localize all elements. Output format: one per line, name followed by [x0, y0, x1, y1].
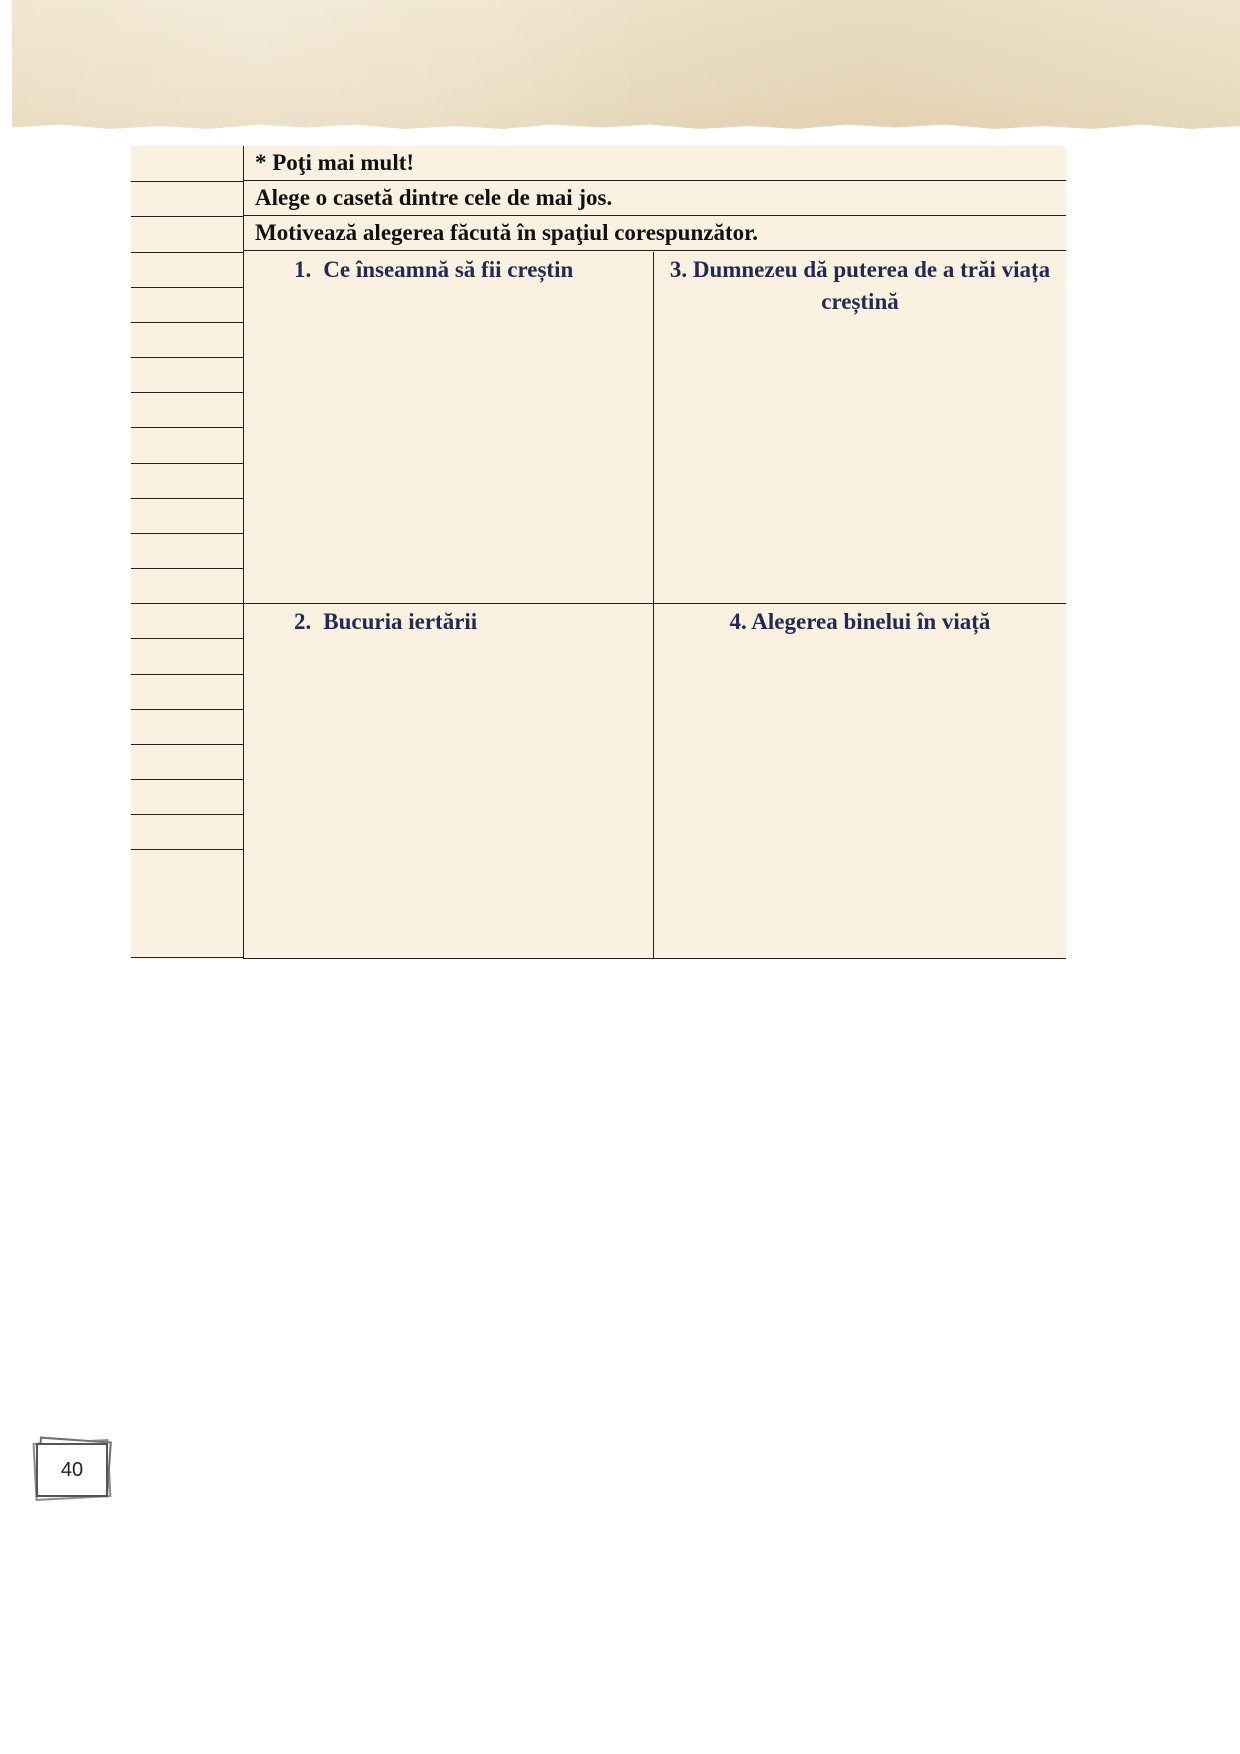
- choice-box-1-number: 1.: [294, 257, 312, 282]
- margin-line: [131, 674, 243, 675]
- margin-line: [131, 427, 243, 428]
- instruction-choose-text: Alege o casetă dintre cele de mai jos.: [255, 185, 613, 210]
- margin-line: [131, 568, 243, 569]
- margin-line: [131, 709, 243, 710]
- instruction-motivate-text: Motivează alegerea făcută în spaţiul corespunzător.: [255, 220, 758, 245]
- page-number: 40: [36, 1443, 108, 1497]
- choice-box-2-label: Bucuria iertării: [323, 609, 478, 634]
- margin-line: [131, 287, 243, 288]
- margin-line: [131, 638, 243, 639]
- worksheet: [131, 146, 1066, 959]
- choice-box-1-heading: [244, 254, 653, 286]
- margin-line: [131, 498, 243, 499]
- choice-box-2-heading: [244, 606, 653, 638]
- margin-line: [131, 216, 243, 217]
- choice-box-4[interactable]: [654, 604, 1066, 959]
- margin-line: [131, 322, 243, 323]
- margin-line: [131, 463, 243, 464]
- margin-line: [131, 814, 243, 815]
- margin-line: [131, 744, 243, 745]
- paper-banner: [12, 0, 1240, 150]
- margin-line: [131, 357, 243, 358]
- choice-box-3[interactable]: [654, 252, 1066, 604]
- choice-box-2[interactable]: [244, 604, 654, 959]
- margin-line: [131, 849, 243, 850]
- instruction-choose: [244, 181, 1066, 216]
- choice-box-4-label: 4. Alegerea binelui în viață: [729, 609, 991, 634]
- margin-line: [131, 181, 243, 182]
- choice-box-1-label: Ce înseamnă să fii creștin: [323, 257, 574, 282]
- instruction-motivate: [244, 216, 1066, 251]
- margin-line: [131, 957, 243, 958]
- choice-box-1[interactable]: [244, 252, 654, 604]
- margin-column: [131, 146, 244, 959]
- choice-box-2-number: 2.: [294, 609, 312, 634]
- instruction-title-text: * Poţi mai mult!: [255, 150, 415, 175]
- margin-line: [131, 779, 243, 780]
- choice-box-3-label: 3. Dumnezeu dă puterea de a trăi viața creștină: [669, 257, 1051, 315]
- margin-line: [131, 392, 243, 393]
- page-number-badge: [34, 1437, 112, 1499]
- margin-line: [131, 603, 243, 604]
- choice-grid: [244, 252, 1066, 959]
- margin-line: [131, 252, 243, 253]
- margin-line: [131, 533, 243, 534]
- instruction-title: [244, 146, 1066, 181]
